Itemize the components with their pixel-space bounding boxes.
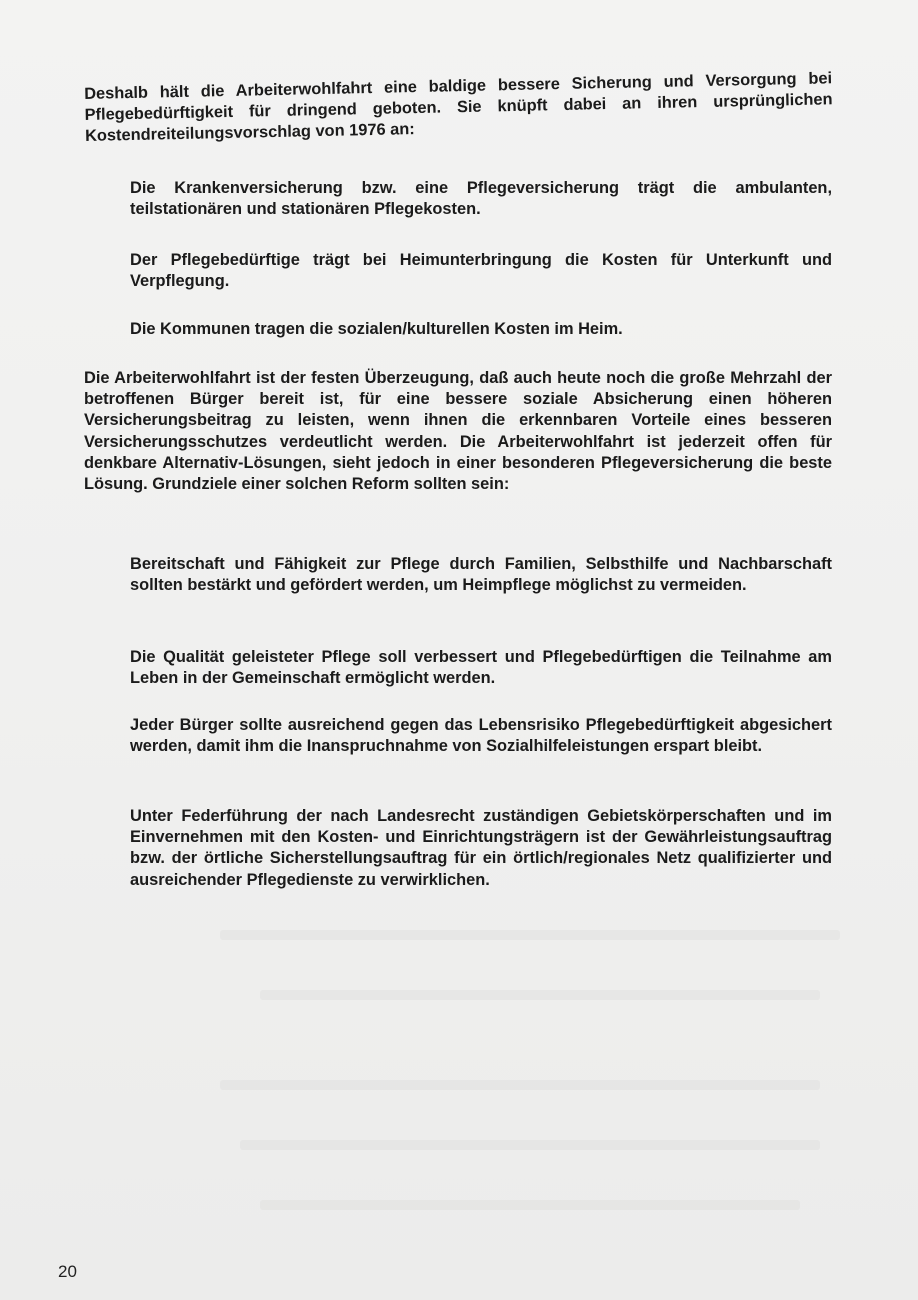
bleed-through-shadow (240, 1140, 820, 1150)
goal-item: Unter Federführung der nach Landesrecht zuständigen Gebietskörperschaften und im Einvernehmen mit den Kosten- und Einrichtungsträgern ist der Gewährleistungsauftrag bzw. der örtliche Sicherstellungsauftrag für ein örtlich/regionales Netz qualifizierter und ausreichender Pflegedienste zu verwirklichen. (130, 807, 832, 889)
main-paragraph: Die Arbeiterwohlfahrt ist der festen Überzeugung, daß auch heute noch die große Mehrzahl der betroffenen Bürger bereit ist, für eine bessere soziale Absicherung einen höheren Versicherungsbeitrag zu leisten, wenn ihnen die erkennbaren Vorteile eines besseren Versicherungsschutzes verdeutlicht werden. Die Arbeiterwohlfahrt ist jederzeit offen für denkbare Alternativ-Lösungen, sieht jedoch in einer besonderen Pflegeversicherung die beste Lösung. Grundziele einer solchen Reform sollten sein: (84, 369, 832, 494)
bleed-through-shadow (260, 990, 820, 1000)
bleed-through-shadow (220, 930, 840, 940)
intro-paragraph: Deshalb hält die Arbeiterwohlfahrt eine baldige bessere Sicherung und Versorgung bei Pflegebedürftigkeit für dringend geboten. Sie knüpft dabei an ihren ursprünglichen Kostendreiteilungsvorschlag von 1976 an: (84, 69, 833, 146)
goal-item: Die Qualität geleisteter Pflege soll verbessert und Pflegebedürftigen die Teilnahme am Leben in der Gemeinschaft ermöglicht werden. (130, 648, 832, 688)
proposal-item: Die Krankenversicherung bzw. eine Pflegeversicherung trägt die ambulanten, teilstationären und stationären Pflegekosten. (130, 179, 832, 219)
bleed-through-shadow (220, 1080, 820, 1090)
page-number: 20 (58, 1262, 77, 1281)
bleed-through-shadow (260, 1200, 800, 1210)
goal-item: Bereitschaft und Fähigkeit zur Pflege durch Familien, Selbsthilfe und Nachbarschaft sollten bestärkt und gefördert werden, um Heimpflege möglichst zu vermeiden. (130, 555, 832, 595)
proposal-item: Die Kommunen tragen die sozialen/kulturellen Kosten im Heim. (130, 320, 623, 338)
goal-item: Jeder Bürger sollte ausreichend gegen das Lebensrisiko Pflegebedürftigkeit abgesichert werden, damit ihm die Inanspruchnahme von Sozialhilfeleistungen erspart bleibt. (130, 716, 832, 756)
proposal-item: Der Pflegebedürftige trägt bei Heimunterbringung die Kosten für Unterkunft und Verpflegung. (130, 251, 832, 291)
